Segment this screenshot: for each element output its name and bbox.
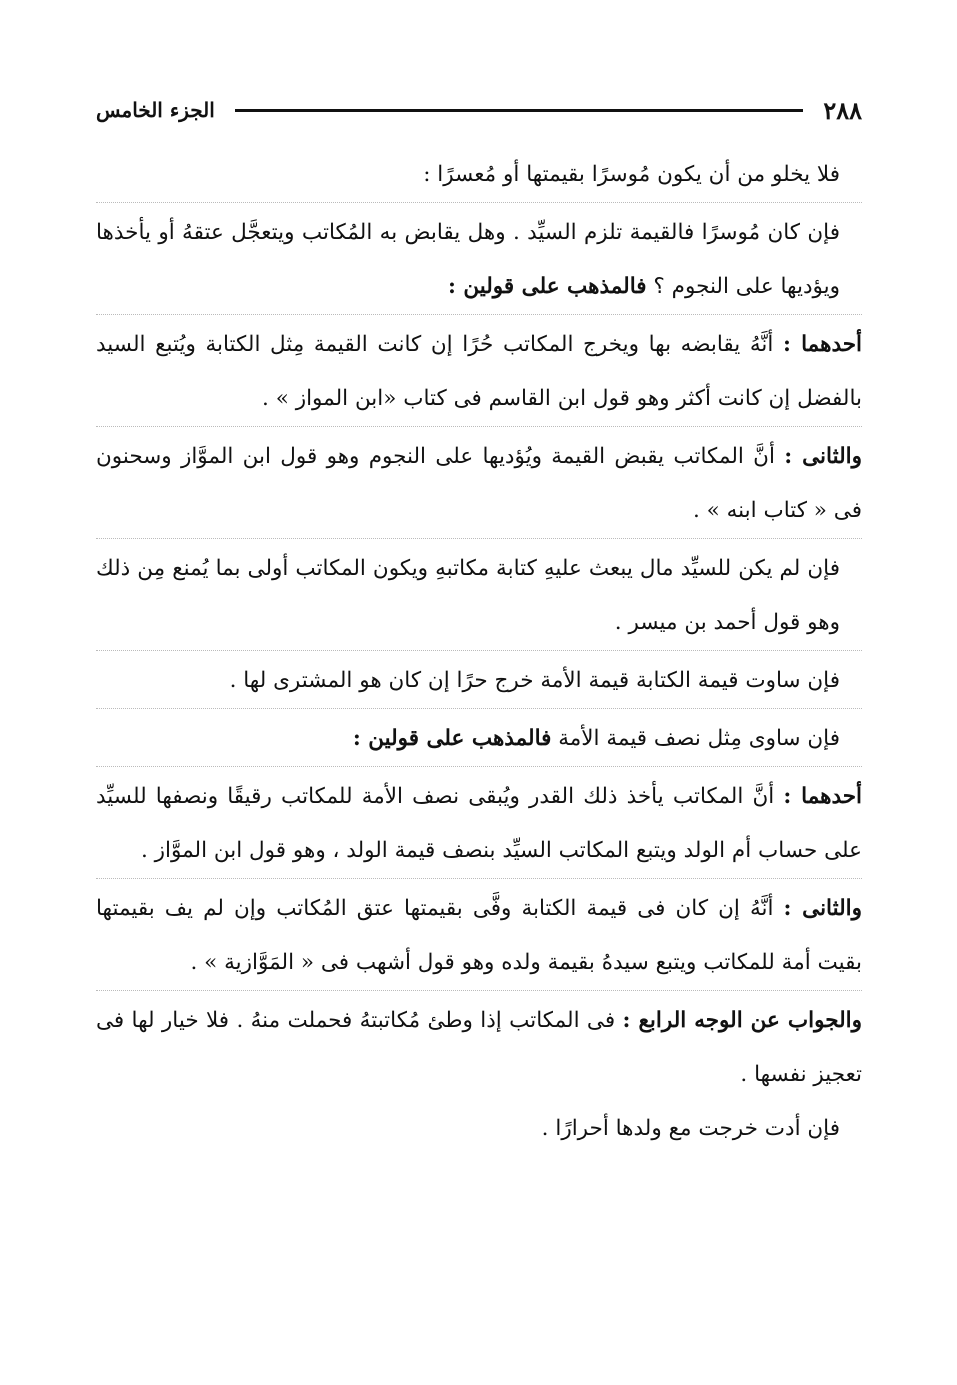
paragraph	[96, 314, 862, 426]
body-text	[96, 148, 862, 1156]
paragraph	[96, 878, 862, 990]
paragraph	[96, 202, 862, 314]
paragraph-lead: والجواب عن الوجه الرابع :	[622, 1008, 862, 1033]
paragraph-text: فى المكاتب إذا وطئ مُكاتبتهُ فحملت منهُ . فلا خيار لها فى تعجيز نفسها .	[96, 1008, 862, 1087]
paragraph-text: أنَّ المكاتب يأخذ ذلك القدر ويُبقى نصف الأمة للمكاتب رقيقًا ونصفها للسيِّد على حساب أم الولد ويتبع المكاتب السيِّد بنصف قيمة الولد ، وهو قول ابن الموَّاز .	[96, 784, 862, 863]
paragraph-lead: والثانى :	[784, 444, 862, 469]
paragraph	[96, 766, 862, 878]
paragraph-lead: أحدهما :	[782, 332, 862, 357]
paragraph-text: فإن ساوت قيمة الكتابة قيمة الأمة خرج حرًا إن كان هو المشترى لها .	[229, 668, 840, 693]
paragraph-lead: أحدهما :	[783, 784, 863, 809]
page-header	[96, 92, 862, 128]
paragraph	[96, 1102, 862, 1156]
header-rule	[235, 109, 804, 112]
paragraph-text: فإن أدت خرجت مع ولدها أحرارًا .	[541, 1116, 840, 1141]
running-title: الجزء الخامس	[96, 98, 215, 122]
page-number: ٢٨٨	[823, 95, 862, 125]
paragraph-text: أنَّهُ إن كان فى قيمة الكتابة وفَّى بقيمتها عتق المُكاتب وإن لم يف بقيمتها بقيت أمة للمكاتب ويتبع سيدهُ بقيمة ولده وهو قول أشهب فى « المَوَّازية » .	[96, 896, 862, 975]
paragraph-text: فإن كان مُوسرًا فالقيمة تلزم السيِّد . وهل يقابض به المُكاتب ويتعجَّل عتقهُ أو يأخذها ويؤديها على النجوم ؟	[96, 220, 840, 299]
paragraph	[96, 426, 862, 538]
paragraph-text: أنَّهُ يقابضه بها ويخرج المكاتب حُرًا إن كانت القيمة مِثل الكتابة ويُتبع السيد بالفضل إن كانت أكثر وهو قول ابن القاسم فى كتاب «ابن المواز » .	[96, 332, 862, 411]
paragraph-bold-tail: فالمذهب على قولين :	[447, 274, 647, 299]
paragraph-text: فلا يخلو من أن يكون مُوسرًا بقيمتها أو مُعسرًا :	[423, 162, 840, 187]
paragraph-text: أنَّ المكاتب يقبض القيمة ويُؤديها على النجوم وهو قول ابن الموَّاز وسحنون فى « كتاب ابنه » .	[96, 444, 862, 523]
paragraph	[96, 148, 862, 202]
paragraph	[96, 650, 862, 708]
paragraph	[96, 990, 862, 1102]
paragraph	[96, 708, 862, 766]
paragraph-bold-tail: فالمذهب على قولين :	[352, 726, 552, 751]
paragraph-lead: والثانى :	[783, 896, 862, 921]
paragraph-text: فإن ساوى مِثل نصف قيمة الأمة	[558, 726, 840, 751]
paragraph-text: فإن لم يكن للسيِّد مال يبعث عليهِ كتابة مكاتبهِ ويكون المكاتب أولى بما يُمنع مِن ذلك وهو قول أحمد بن ميسر .	[96, 556, 840, 635]
paragraph	[96, 538, 862, 650]
